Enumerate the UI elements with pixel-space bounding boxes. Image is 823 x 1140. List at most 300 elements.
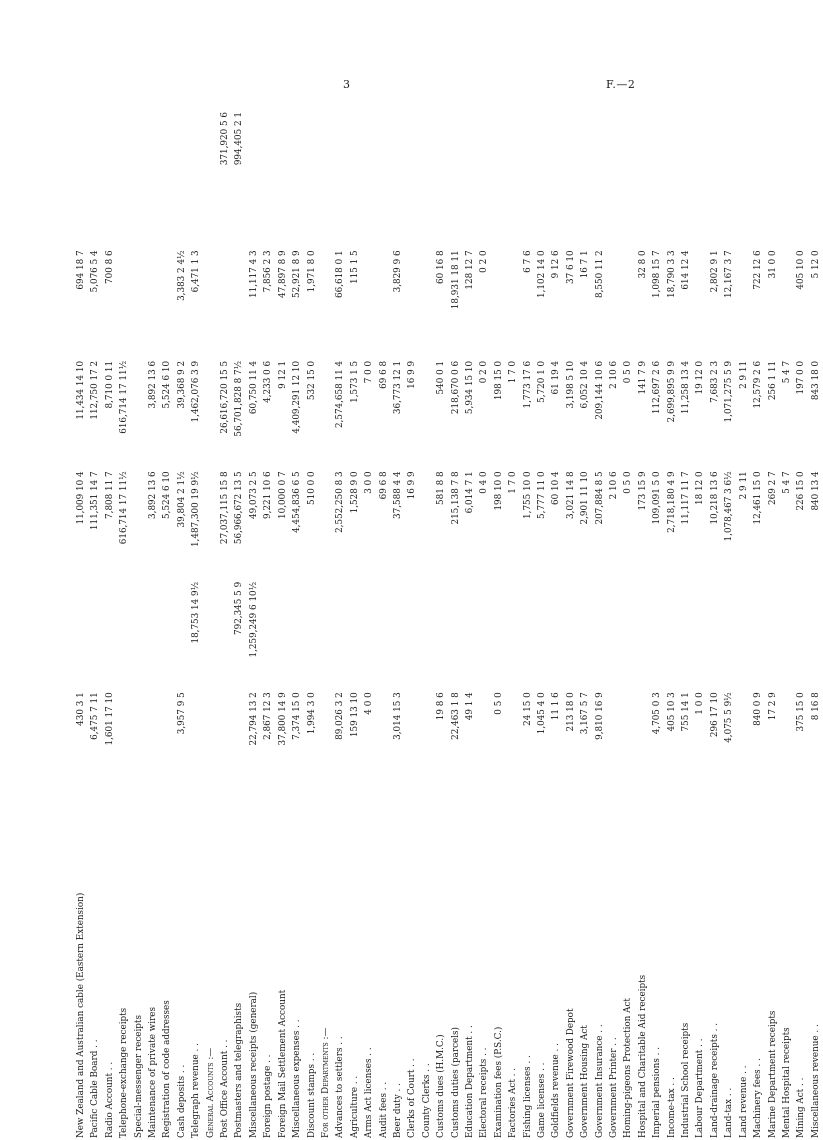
table-row: [117, 110, 131, 1140]
table-row: [305, 110, 319, 1140]
balance-start-cr: [348, 580, 362, 690]
balance-start-cr: [737, 580, 751, 690]
balance-end-cr: [564, 110, 578, 248]
receipts: 2,552,250 8 3: [335, 471, 346, 533]
row-label: Land revenue . .: [738, 1065, 749, 1138]
receipts: 9,221 10 6: [263, 471, 274, 519]
payments: 60,750 11 4: [248, 360, 259, 415]
receipts: 16 9 9: [407, 471, 418, 500]
balance-start-dr: [780, 690, 794, 800]
balance-end-cr: [391, 110, 405, 248]
balance-start-cr: [794, 580, 808, 690]
payments: 112,750 17 2: [90, 360, 101, 420]
balance-end-cr: [766, 110, 780, 248]
balance-start-dr: 2,867 12 3: [263, 692, 274, 740]
balance-start-dr: [117, 690, 131, 800]
receipts: 6,014 7 1: [464, 471, 475, 514]
balance-end-cr: [319, 110, 333, 248]
balance-start-dr: 213 18 0: [565, 692, 576, 732]
balance-start-dr: 17 2 9: [767, 692, 778, 721]
row-label: Imperial pensions . .: [652, 1046, 663, 1138]
table-row: [535, 110, 549, 1140]
balance-end-dr: 405 10 0: [796, 250, 807, 290]
receipts: 1,755 10 0: [522, 471, 533, 519]
balance-start-cr: [103, 580, 117, 690]
payments: 19 12 0: [695, 360, 706, 395]
balance-end-cr: [780, 110, 794, 248]
balance-end-cr: [348, 110, 362, 248]
balance-start-dr: 159 13 10: [349, 692, 360, 738]
balance-end-dr: 9 12 6: [551, 250, 562, 279]
table-row: [809, 110, 823, 1140]
receipts: 39,804 2 1½: [176, 471, 187, 528]
payments: 1,462,076 3 9: [191, 360, 202, 423]
row-label: Pacific Cable Board . .: [90, 1039, 101, 1138]
balance-start-dr: 19 8 6: [436, 692, 447, 721]
payments: 3,198 5 10: [565, 360, 576, 409]
table-row: [751, 110, 765, 1140]
balance-end-dr: 0 2 0: [479, 250, 490, 273]
balance-start-cr: 792,345 5 9: [234, 581, 245, 635]
balance-end-cr: [549, 110, 563, 248]
balance-start-dr: [737, 690, 751, 800]
balance-start-dr: 430 3 1: [76, 692, 86, 726]
balance-start-dr: [218, 690, 232, 800]
balance-start-dr: 7,374 15 0: [292, 692, 303, 740]
payments: 6,052 10 4: [580, 360, 591, 409]
balance-end-cr: [693, 110, 707, 248]
balance-end-dr: 1,971 8 0: [306, 250, 317, 293]
row-label: Hospital and Charitable Aid receipts: [637, 974, 648, 1138]
balance-end-dr: 115 1 5: [349, 250, 360, 284]
table-row: [218, 110, 232, 1140]
receipts: 109,091 5 0: [652, 471, 663, 525]
balance-end-dr: [621, 248, 635, 358]
balance-end-cr: [204, 110, 218, 248]
balance-end-cr: [333, 110, 347, 248]
balance-end-dr: 722 12 6: [753, 250, 764, 290]
table-row: [362, 110, 376, 1140]
balance-start-cr: [693, 580, 707, 690]
row-label: New Zealand and Australian cable (Eastern Extension): [76, 892, 86, 1138]
receipts: 60 10 4: [551, 471, 562, 505]
balance-end-dr: 8,550 11 2: [594, 250, 605, 298]
payments: 616,714 17 11½: [119, 360, 130, 434]
balance-end-dr: [319, 248, 333, 358]
receipts: 12,461 15 0: [753, 471, 764, 525]
receipts: 7,808 11 7: [104, 471, 115, 519]
balance-end-cr: [578, 110, 592, 248]
table-row: [377, 110, 391, 1140]
balance-end-dr: 1,098 15 7: [652, 250, 663, 298]
receipts: 215,138 7 8: [450, 471, 461, 525]
row-label: Foreign postage . .: [263, 1054, 274, 1138]
row-label: County Clerks . .: [421, 1063, 432, 1138]
receipts: 10,000 0 7: [277, 471, 288, 519]
balance-start-cr: [333, 580, 347, 690]
row-label: Arms Act licenses . .: [364, 1047, 375, 1138]
balance-start-cr: [665, 580, 679, 690]
balance-start-cr: [88, 580, 102, 690]
balance-start-cr: [463, 580, 477, 690]
balance-start-dr: 6,475 7 11: [90, 692, 101, 740]
accounts-table-grid: [74, 110, 823, 1140]
balance-start-cr: [74, 580, 88, 690]
payments: 5,524 6 10: [162, 360, 173, 409]
row-label: Industrial School receipts: [681, 1022, 692, 1138]
payments: 532 15 0: [306, 360, 317, 401]
row-label: Beer duty . .: [392, 1083, 403, 1138]
receipts: 69 6 8: [378, 471, 389, 500]
balance-start-dr: 22,794 13 2: [248, 692, 259, 746]
balance-end-dr: 5,076 5 4: [90, 250, 101, 293]
balance-start-dr: 840 0 9: [753, 692, 764, 726]
row-label: Postmasters and telegraphists: [234, 1002, 245, 1138]
table-row: [506, 110, 520, 1140]
row-label: Customs duties (parcels): [450, 1027, 461, 1138]
receipts: 1,487,300 19 9½: [191, 471, 202, 548]
payments: 9 12 1: [277, 360, 288, 389]
receipts: 510 0 0: [306, 471, 317, 505]
receipts: 173 15 9: [637, 471, 648, 511]
balance-end-cr: [506, 110, 520, 248]
table-row: [261, 110, 275, 1140]
payments: 4,409,291 12 10: [292, 360, 303, 434]
balance-start-cr: [780, 580, 794, 690]
balance-start-dr: [607, 690, 621, 800]
balance-end-cr: [477, 110, 491, 248]
balance-end-dr: 6 7 6: [522, 250, 533, 273]
balance-end-cr: [449, 110, 463, 248]
balance-start-cr: [809, 580, 823, 690]
payments: [420, 359, 434, 469]
balance-start-cr: [535, 580, 549, 690]
table-row: [420, 110, 434, 1140]
receipts: 3 0 0: [364, 471, 375, 494]
balance-end-cr: [175, 110, 189, 248]
row-label: Audit fees . .: [378, 1081, 389, 1138]
row-label: Mental Hospital receipts: [781, 1027, 792, 1138]
table-row: [391, 110, 405, 1140]
balance-start-dr: 1 0 0: [695, 692, 706, 715]
balance-end-cr: 371,920 5 6: [220, 112, 231, 166]
payments: 0 2 0: [479, 360, 490, 384]
payments: 36,773 12 1: [392, 360, 403, 415]
payments: 16 9 9: [407, 360, 418, 389]
table-row: [88, 110, 102, 1140]
payments: [319, 359, 333, 469]
balance-end-dr: 12,167 3 7: [724, 250, 735, 298]
balance-end-cr: [434, 110, 448, 248]
receipts: 3,892 13 6: [148, 471, 159, 519]
balance-start-cr: [679, 580, 693, 690]
balance-start-dr: 24 15 0: [522, 692, 533, 726]
row-label: Telephone-exchange receipts: [119, 1007, 130, 1138]
table-row: [103, 110, 117, 1140]
balance-start-cr: [261, 580, 275, 690]
balance-start-cr: [477, 580, 491, 690]
payments: 256 1 11: [767, 360, 778, 401]
balance-end-dr: [607, 248, 621, 358]
row-label: Factories Act . .: [508, 1067, 519, 1138]
table-row: [564, 110, 578, 1140]
balance-start-cr: [218, 580, 232, 690]
payments: 1,773 17 6: [522, 360, 533, 409]
balance-start-dr: 11 1 6: [551, 692, 562, 721]
payments: 12,579 2 6: [753, 360, 764, 409]
receipts: 5 4 7: [781, 471, 792, 494]
receipts: 0 5 0: [623, 471, 634, 494]
balance-end-dr: 3,829 9 6: [392, 250, 403, 293]
table-row: [794, 110, 808, 1140]
receipts: 2,718,180 4 9: [666, 471, 677, 533]
balance-start-cr: [420, 580, 434, 690]
balance-start-dr: [204, 690, 218, 800]
receipts: 840 13 4: [810, 471, 821, 511]
receipts: 0 4 0: [479, 471, 490, 494]
balance-start-dr: 9,810 16 9: [594, 692, 605, 740]
balance-start-dr: [636, 690, 650, 800]
payments: 26,616,720 15 5: [220, 360, 231, 434]
balance-start-dr: [477, 690, 491, 800]
balance-start-cr: 1,259,249 6 10½: [248, 581, 259, 658]
balance-end-cr: [593, 110, 607, 248]
balance-end-dr: [420, 248, 434, 358]
balance-start-cr: [434, 580, 448, 690]
balance-start-cr: [578, 580, 592, 690]
table-row: [74, 110, 88, 1140]
row-label: Miscellaneous expenses . .: [292, 1019, 303, 1138]
balance-end-dr: 1,102 14 0: [537, 250, 547, 298]
balance-end-cr: [621, 110, 635, 248]
balance-end-cr: [463, 110, 477, 248]
balance-start-dr: 3,957 9 5: [176, 692, 187, 735]
balance-end-cr: [362, 110, 376, 248]
balance-start-cr: [391, 580, 405, 690]
table-row: [175, 110, 189, 1140]
balance-end-dr: 18,790 3 3: [666, 250, 677, 298]
row-label: General Accounts :—: [205, 1047, 216, 1138]
receipts: 616,714 17 11½: [119, 471, 130, 545]
balance-end-dr: [146, 248, 160, 358]
balance-end-dr: 11,117 4 3: [248, 250, 259, 298]
balance-start-cr: [492, 580, 506, 690]
balance-end-cr: [722, 110, 736, 248]
row-label: Cash deposits . .: [176, 1064, 187, 1138]
balance-end-dr: 694 18 7: [76, 250, 86, 290]
receipts: 226 15 0: [796, 471, 807, 511]
page-reference: F.—2: [606, 78, 636, 91]
table-row: [722, 110, 736, 1140]
row-label: Radio Account . .: [104, 1061, 115, 1138]
row-label: Post Office Account . .: [220, 1039, 231, 1138]
payments: 7 0 0: [364, 360, 375, 384]
balance-start-dr: [319, 690, 333, 800]
row-label: Clerks of Court . .: [407, 1058, 418, 1138]
receipts: 27,037,115 15 8: [220, 471, 231, 545]
balance-start-cr: [276, 580, 290, 690]
table-row: [780, 110, 794, 1140]
balance-end-cr: [261, 110, 275, 248]
balance-start-cr: [722, 580, 736, 690]
payments: 3,892 13 6: [148, 360, 159, 409]
payments: 2 10 6: [609, 360, 620, 389]
payments: 11,258 13 4: [681, 360, 692, 415]
table-row: [449, 110, 463, 1140]
balance-start-cr: [521, 580, 535, 690]
receipts: 2 9 11: [738, 471, 749, 500]
balance-start-cr: [362, 580, 376, 690]
balance-end-dr: 31 0 0: [767, 250, 778, 279]
balance-start-cr: [766, 580, 780, 690]
balance-end-dr: 16 7 1: [580, 250, 591, 279]
payments: 5,934 15 10: [464, 360, 475, 415]
receipts: 49,073 2 5: [248, 471, 259, 519]
balance-end-cr: [132, 110, 146, 248]
row-label: Goldfields revenue . .: [551, 1043, 562, 1138]
balance-start-cr: [607, 580, 621, 690]
balance-start-dr: 755 14 1: [681, 692, 692, 732]
receipts: 1,078,467 3 6½: [724, 471, 735, 542]
receipts: 18 12 0: [695, 471, 706, 505]
payments: 141 7 9: [637, 360, 648, 395]
balance-end-cr: [535, 110, 549, 248]
payments: 2,699,895 9 9: [666, 360, 677, 423]
balance-start-dr: 0 5 0: [493, 692, 504, 715]
balance-start-dr: [377, 690, 391, 800]
payments: 5,720 1 0: [537, 360, 547, 403]
payments: 198 15 0: [493, 360, 504, 401]
table-row: [578, 110, 592, 1140]
balance-end-cr: [708, 110, 722, 248]
balance-end-cr: [751, 110, 765, 248]
balance-start-cr: [204, 580, 218, 690]
balance-start-dr: [189, 690, 203, 800]
receipts: 269 2 7: [767, 471, 778, 505]
balance-end-dr: [132, 248, 146, 358]
balance-end-dr: 60 16 8: [436, 250, 447, 284]
table-row: [636, 110, 650, 1140]
balance-end-cr: [420, 110, 434, 248]
balance-start-dr: 405 10 3: [666, 692, 677, 732]
balance-start-dr: [146, 690, 160, 800]
row-label: Customs dues (H.M.C.): [436, 1034, 447, 1138]
payments: 8,710 0 11: [104, 360, 115, 409]
payments: 209,144 10 6: [594, 360, 605, 420]
table-row: [463, 110, 477, 1140]
balance-end-cr: [809, 110, 823, 248]
row-label: Land-drainage receipts . .: [709, 1022, 720, 1138]
balance-start-cr: [751, 580, 765, 690]
balance-end-cr: [521, 110, 535, 248]
balance-end-dr: 32 8 0: [637, 250, 648, 279]
table-row: [232, 110, 246, 1140]
balance-start-dr: 37,800 14 9: [277, 692, 288, 746]
balance-end-cr: [377, 110, 391, 248]
balance-start-cr: [621, 580, 635, 690]
table-row: [434, 110, 448, 1140]
receipts: 4,454,836 6 5: [292, 471, 303, 533]
receipts: [204, 469, 218, 579]
payments: 0 5 0: [623, 360, 634, 384]
balance-start-cr: [506, 580, 520, 690]
balance-end-dr: 7,856 2 3: [263, 250, 274, 293]
balance-start-dr: [405, 690, 419, 800]
table-row: [477, 110, 491, 1140]
table-row: [319, 110, 333, 1140]
balance-start-cr: [449, 580, 463, 690]
row-label: Homing-pigeons Protection Act: [623, 998, 634, 1138]
balance-start-dr: 375 15 0: [796, 692, 807, 732]
table-row: [693, 110, 707, 1140]
balance-end-dr: [377, 248, 391, 358]
row-label: Miscellaneous receipts (general): [248, 991, 259, 1138]
balance-end-cr: [737, 110, 751, 248]
row-label: Labour Department . .: [695, 1038, 706, 1138]
balance-end-dr: 128 12 7: [464, 250, 475, 290]
balance-end-cr: [88, 110, 102, 248]
balance-start-dr: 49 1 4: [464, 692, 475, 721]
balance-end-cr: [160, 110, 174, 248]
balance-start-cr: [160, 580, 174, 690]
balance-start-dr: 3,014 15 3: [392, 692, 403, 740]
receipts: [420, 469, 434, 579]
balance-end-cr: [117, 110, 131, 248]
receipts: 1,528 9 0: [349, 471, 360, 514]
balance-end-cr: [794, 110, 808, 248]
balance-start-cr: [146, 580, 160, 690]
accounts-table-body: [74, 110, 823, 1140]
balance-end-dr: [693, 248, 707, 358]
table-row: [333, 110, 347, 1140]
balance-start-dr: [506, 690, 520, 800]
balance-end-cr: [405, 110, 419, 248]
balance-start-cr: [593, 580, 607, 690]
balance-start-cr: [175, 580, 189, 690]
row-label: Government Housing Act: [580, 1025, 591, 1138]
balance-end-cr: [492, 110, 506, 248]
balance-end-cr: 994,405 2 1: [234, 112, 245, 166]
receipts: 3,021 14 8: [565, 471, 576, 519]
balance-end-cr: [665, 110, 679, 248]
balance-start-dr: [621, 690, 635, 800]
row-label: Foreign Mail Settlement Account: [277, 989, 288, 1138]
balance-start-cr: [549, 580, 563, 690]
table-row: [521, 110, 535, 1140]
receipts: 198 10 0: [493, 471, 504, 511]
payments: 1,071,275 5 9: [724, 360, 735, 423]
payments: 69 6 8: [378, 360, 389, 389]
balance-end-dr: 700 8 6: [104, 250, 115, 284]
payments: 11,434 14 10: [76, 360, 86, 420]
payments: 5 4 7: [781, 360, 792, 384]
table-row: [160, 110, 174, 1140]
receipts: [132, 469, 146, 579]
payments: 843 18 0: [810, 360, 821, 401]
payments: 4,233 0 6: [263, 360, 274, 403]
receipts: 5,524 6 10: [162, 471, 173, 519]
table-row: [708, 110, 722, 1140]
balance-start-dr: [232, 690, 246, 800]
row-label: Government Firewood Depot: [565, 1008, 576, 1138]
balance-end-dr: [362, 248, 376, 358]
table-row: [290, 110, 304, 1140]
row-label: Machinery fees . .: [753, 1058, 764, 1138]
balance-end-dr: [117, 248, 131, 358]
table-row: [766, 110, 780, 1140]
balance-start-dr: 22,463 1 8: [450, 692, 461, 740]
balance-end-cr: [189, 110, 203, 248]
